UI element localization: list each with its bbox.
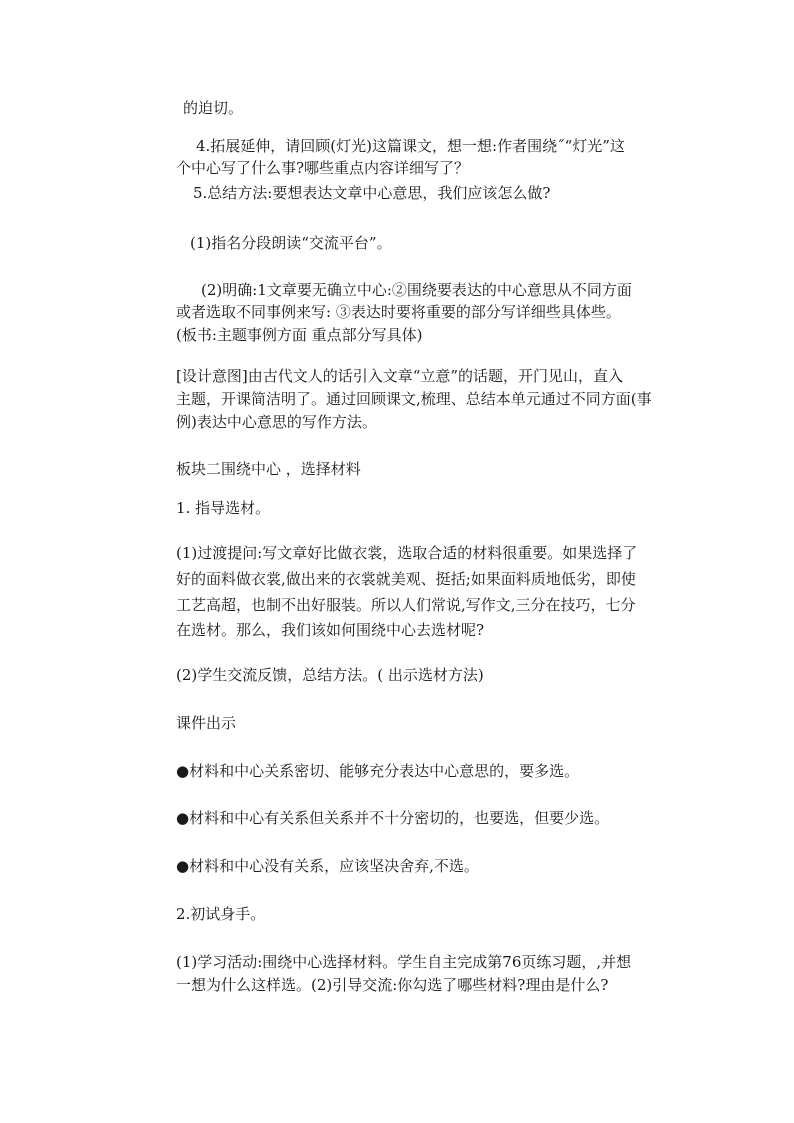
bullet-item: ●材料和中心关系密切、能够充分表达中心意思的，要多选。 bbox=[176, 762, 580, 780]
text-line: 在选材。那么，我们该如何围绕中心去选材呢? bbox=[176, 621, 485, 639]
text-line: 一想为什么这样选。(2)引导交流:你勾选了哪些材料?理由是什么? bbox=[176, 976, 609, 994]
section-heading: 板块二围绕中心 ，选择材料 bbox=[176, 460, 361, 478]
text-line: (板书:主题事例方面 重点部分写具体) bbox=[176, 326, 423, 344]
text-line: 例)表达中心意思的写作方法。 bbox=[176, 413, 377, 431]
text-line: [设计意图]由古代文人的话引入文章“立意”的话题，开门见山，直入 bbox=[176, 367, 624, 385]
text-line: (2)明确:1文章要无确立中心:②围绕要表达的中心意思从不同方面 bbox=[201, 281, 632, 299]
text-line: (1)指名分段朗读“交流平台”。 bbox=[190, 234, 392, 252]
text-line: 1. 指导选材。 bbox=[176, 499, 271, 517]
text-line: 课件出示 bbox=[176, 714, 237, 732]
text-line: 5.总结方法:要想表达文章中心意思，我们应该怎么做? bbox=[193, 184, 551, 202]
text-line: 2.初试身手。 bbox=[176, 905, 266, 923]
text-line: 或者选取不同事例来写: ③表达时要将重要的部分写详细些具体些。 bbox=[176, 303, 621, 321]
text-line: (1)学习活动:围绕中心选择材料。学生自主完成第76页练习题，,并想 bbox=[176, 953, 632, 971]
text-line: (2)学生交流反馈，总结方法。( 出示选材方法) bbox=[176, 666, 484, 684]
text-line: 的迫切。 bbox=[183, 99, 244, 117]
text-line: 4.拓展延伸，请回顾(灯光)这篇课文，想一想:作者围绕˝“灯光”这 bbox=[196, 137, 625, 155]
text-line: (1)过渡提问:写文章好比做衣裳，选取合适的材料很重要。如果选择了 bbox=[176, 544, 638, 562]
text-line: 个中心写了什么事?哪些重点内容详细写了？ bbox=[176, 159, 470, 177]
text-line: 主题，开课简洁明了。通过回顾课文,梳理、总结本单元通过不同方面(事 bbox=[176, 390, 652, 408]
text-line: 好的面料做衣裳,做出来的衣裳就美观、挺括;如果面料质地低劣，即使 bbox=[176, 570, 636, 588]
text-line: 工艺高超，也制不出好服装。所以人们常说,写作文,三分在技巧，七分 bbox=[176, 596, 636, 614]
bullet-item: ●材料和中心有关系但关系并不十分密切的，也要选，但要少选。 bbox=[176, 809, 610, 827]
bullet-item: ●材料和中心没有关系，应该坚决舍弃,不选。 bbox=[176, 857, 479, 875]
